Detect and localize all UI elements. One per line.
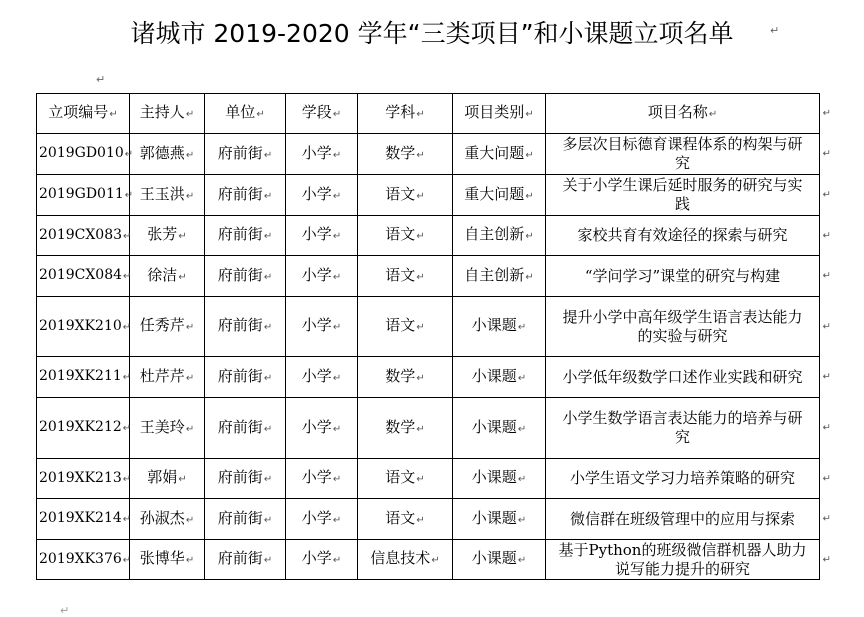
cell-project-code: 2019XK211↵: [37, 357, 130, 398]
header-project-name: 项目名称↵ ↵: [546, 94, 820, 134]
table-row: [37, 398, 820, 459]
cell-project-code: 2019GD011↵: [37, 175, 130, 216]
paragraph-mark-icon: ↵: [96, 73, 106, 86]
cell-subject: 语文↵: [358, 216, 453, 256]
cell-project-name: 小学生数学语言表达能力的培养与研究 ↵: [546, 398, 820, 459]
cell-project-name: 基于Python的班级微信群机器人助力说写能力提升的研究 ↵: [546, 540, 820, 580]
table-row: [37, 175, 820, 216]
header-subject: 学科↵: [358, 94, 453, 134]
cell-subject: 数学↵: [358, 357, 453, 398]
project-list-table: [36, 93, 831, 580]
cell-subject: 语文↵: [358, 297, 453, 357]
cell-category: 小课题↵: [453, 459, 546, 499]
cell-project-name: 关于小学生课后延时服务的研究与实践 ↵: [546, 175, 820, 216]
cell-stage: 小学↵: [286, 499, 358, 540]
cell-project-name: 提升小学中高年级学生语言表达能力的实验与研究 ↵: [546, 297, 820, 357]
cell-project-name: 多层次目标德育课程体系的构架与研究 ↵: [546, 134, 820, 175]
cell-project-code: 2019XK376↵: [37, 540, 130, 580]
cell-project-code: 2019CX084↵: [37, 256, 130, 297]
cell-subject: 语文↵: [358, 459, 453, 499]
cell-host: 王美玲↵: [130, 398, 205, 459]
table-row: [37, 216, 820, 256]
cell-category: 小课题↵: [453, 540, 546, 580]
cell-unit: 府前街↵: [205, 134, 286, 175]
cell-category: 重大问题↵: [453, 175, 546, 216]
cell-host: 杜芹芹↵: [130, 357, 205, 398]
cell-project-name: 家校共育有效途径的探索与研究 ↵: [546, 216, 820, 256]
header-category: 项目类别↵: [453, 94, 546, 134]
table-row: [37, 459, 820, 499]
table-row: [37, 499, 820, 540]
cell-unit: 府前街↵: [205, 459, 286, 499]
cell-category: 自主创新↵: [453, 256, 546, 297]
cell-project-name: 小学低年级数学口述作业实践和研究 ↵: [546, 357, 820, 398]
cell-unit: 府前街↵: [205, 398, 286, 459]
cell-category: 重大问题↵: [453, 134, 546, 175]
cell-unit: 府前街↵: [205, 216, 286, 256]
cell-unit: 府前街↵: [205, 175, 286, 216]
header-unit: 单位↵: [205, 94, 286, 134]
cell-host: 王玉洪↵: [130, 175, 205, 216]
cell-category: 小课题↵: [453, 499, 546, 540]
cell-subject: 语文↵: [358, 256, 453, 297]
cell-stage: 小学↵: [286, 540, 358, 580]
cell-stage: 小学↵: [286, 398, 358, 459]
cell-unit: 府前街↵: [205, 540, 286, 580]
cell-stage: 小学↵: [286, 216, 358, 256]
table-row: [37, 134, 820, 175]
cell-host: 郭娟↵: [130, 459, 205, 499]
cell-host: 张博华↵: [130, 540, 205, 580]
cell-host: 任秀芹↵: [130, 297, 205, 357]
cell-category: 小课题↵: [453, 357, 546, 398]
cell-project-code: 2019XK213↵: [37, 459, 130, 499]
cell-host: 郭德燕↵: [130, 134, 205, 175]
cell-unit: 府前街↵: [205, 499, 286, 540]
cell-stage: 小学↵: [286, 175, 358, 216]
cell-stage: 小学↵: [286, 134, 358, 175]
header-stage: 学段↵: [286, 94, 358, 134]
cell-unit: 府前街↵: [205, 256, 286, 297]
document-title-text: 诸城市 2019-2020 学年“三类项目”和小课题立项名单: [130, 19, 734, 48]
cell-project-code: 2019CX083↵: [37, 216, 130, 256]
cell-project-name: “学问学习”课堂的研究与构建 ↵: [546, 256, 820, 297]
cell-category: 小课题↵: [453, 398, 546, 459]
cell-host: 徐洁↵: [130, 256, 205, 297]
cell-project-name: 小学生语文学习力培养策略的研究 ↵: [546, 459, 820, 499]
table-row: [37, 256, 820, 297]
table-header-row: [37, 94, 820, 134]
cell-host: 孙淑杰↵: [130, 499, 205, 540]
cell-subject: 数学↵: [358, 398, 453, 459]
cell-host: 张芳↵: [130, 216, 205, 256]
cell-project-code: 2019XK214↵: [37, 499, 130, 540]
cell-category: 小课题↵: [453, 297, 546, 357]
cell-stage: 小学↵: [286, 297, 358, 357]
table-row: [37, 357, 820, 398]
header-host: 主持人↵: [130, 94, 205, 134]
cell-unit: 府前街↵: [205, 357, 286, 398]
table-row: [37, 297, 820, 357]
cell-project-name: 微信群在班级管理中的应用与探索 ↵: [546, 499, 820, 540]
cell-subject: 信息技术↵: [358, 540, 453, 580]
cell-stage: 小学↵: [286, 256, 358, 297]
paragraph-mark-icon: ↵: [770, 24, 780, 37]
cell-subject: 语文↵: [358, 175, 453, 216]
cell-stage: 小学↵: [286, 459, 358, 499]
header-project-code: 立项编号↵: [37, 94, 130, 134]
cell-subject: 语文↵: [358, 499, 453, 540]
cell-subject: 数学↵: [358, 134, 453, 175]
cell-project-code: 2019XK212↵: [37, 398, 130, 459]
document-title: [0, 14, 864, 50]
cell-stage: 小学↵: [286, 357, 358, 398]
cell-project-code: 2019GD010↵: [37, 134, 130, 175]
table-row: [37, 540, 820, 580]
paragraph-mark-icon: ↵: [60, 604, 70, 617]
cell-project-code: 2019XK210↵: [37, 297, 130, 357]
cell-unit: 府前街↵: [205, 297, 286, 357]
cell-category: 自主创新↵: [453, 216, 546, 256]
